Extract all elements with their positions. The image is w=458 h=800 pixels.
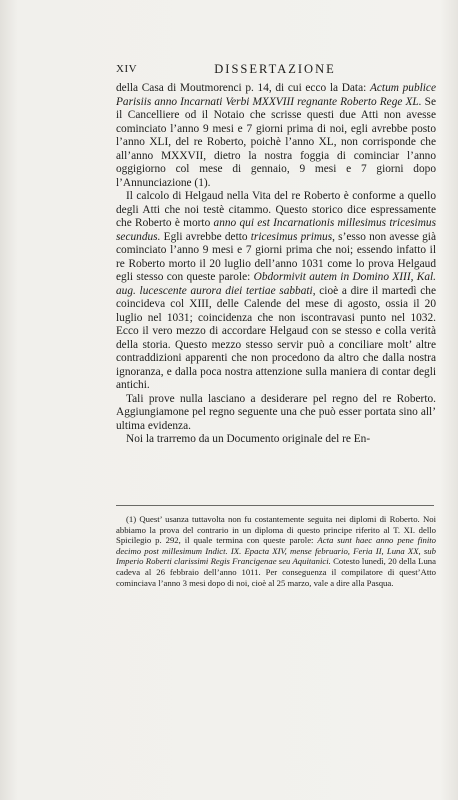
latin-quote: Actum publice Parisiis anno Incarnati Verbi MXXVIII regnante Roberto Rege XL. — [116, 82, 436, 108]
paragraph: Noi la trarremo da un Documento originale del re En- — [126, 433, 371, 445]
footnote-divider — [116, 505, 434, 506]
text-run: (1) Quest’ usanza tuttavolta non fu costantemente seguita nei diplomi di Roberto. Noi abbiamo la prova del contrario in un diploma di questo principe riferito al T. XI. dello Spicilegio p. 292, il quale termina con queste parole: — [116, 514, 436, 546]
latin-quote: Obdormivit autem in Domino XIII, Kal. aug. lucescente aurora diei tertiae sabbati — [116, 271, 436, 297]
paragraph: Tali prove nulla lasciano a desiderare pel regno del re Roberto. Aggiungiamone pel regno seguente una che può esser portata sino all’ ultima evidenza. — [116, 392, 436, 432]
text-run: Cotesto lunedì, 20 della Luna cadeva al 26 febbraio dell’anno 1011. Per conseguenza il compilatore di quest’Atto cominciava l’anno 3 mesi dopo di noi, cioè al 25 marzo, vale a dire alla Pasqua. — [116, 556, 436, 588]
paragraph — [116, 190, 436, 393]
latin-quote: tricesimus primus — [250, 230, 333, 243]
running-head: DISSERTAZIONE — [214, 62, 336, 76]
page-header — [116, 63, 434, 79]
latin-quote: anno qui est Incarnationis millesimus tricesimus secundus. — [116, 217, 436, 243]
text-run: Egli avrebbe detto — [160, 230, 251, 243]
footnote — [116, 514, 436, 588]
main-text — [116, 82, 436, 447]
text-run: Se il Cancelliere od il Notaio che scrisse questi due Atti non avesse cominciato l’anno 9 mesi e 7 giorni prima di noi, egli avrebbe posto l’anno XLI, del re Roberto, poichè l’anno XL, non corrisponde che all’anno MXXVII, dietro la nostra foggia di cominciar l’anno oggigiorno col mese di gennaio, 9 mesi e 7 giorni dopo l’Annunciazione (1). — [116, 95, 436, 189]
text-run: della Casa di Moutmorenci p. 14, di cui ecco la Data: — [116, 82, 370, 94]
text-run: Il calcolo di Helgaud nella Vita del re Roberto è conforme a quello degli Atti che noi testè citammo. Questo storico dice espressamente che Roberto è morto — [116, 190, 436, 229]
latin-quote: Acta sunt haec anno pene finito decimo post millesimum Indict. IX. Epacta XIV, mense februario, Feria II, Luna XX, sub Imperio Roberti clarissimi Regis Francigenae seu Aquitanici. — [116, 535, 437, 567]
text-run: , s’esso non avesse già cominciato l’anno 9 mesi e 7 giorni prima che noi; essendo infatto il re Roberto morto il 20 luglio dell’anno 1031 come lo prova Helgaud egli stesso con queste parole: — [116, 230, 436, 283]
page-number: XIV — [116, 63, 138, 75]
footnote-paragraph — [116, 514, 436, 588]
text-run: , cioè a dire il martedì che coincideva col XIII, delle Calende del mese di agosto, ossia il 20 luglio nel 1031; coincidenza che non iscontravasi punto nel 1032. Ecco il vero mezzo di accordare Helgaud con se stesso e colla verità della storia. Questo mezzo stesso servir può a conciliare molt’ altre contraddizioni apparenti che non procedono da altro che dalla nostra ignoranza, e dalla poca nostra attenzione sulla maniera di contar degli antichi. — [116, 284, 437, 391]
paragraph — [116, 82, 436, 190]
